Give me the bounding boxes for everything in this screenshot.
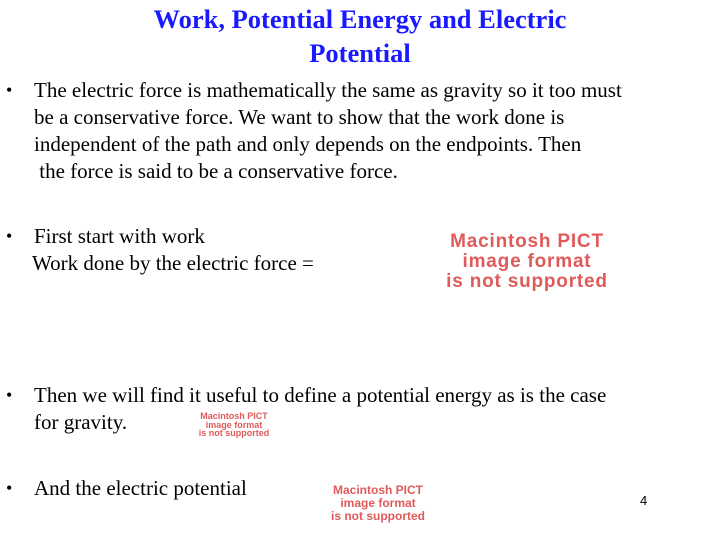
bullet-marker: • (6, 478, 13, 498)
bullet-line: be a conservative force. We want to show that the work done is (34, 105, 565, 129)
pict-text-line: is not supported (446, 271, 608, 292)
bullet-electric-potential (6, 475, 247, 502)
pict-placeholder-image (172, 412, 296, 438)
pict-placeholder-image (388, 232, 666, 292)
bullet-marker: • (6, 385, 13, 405)
pict-text-line: is not supported (331, 509, 425, 523)
slide-title-line-2: Potential (309, 38, 411, 68)
bullet-marker: • (6, 80, 13, 100)
pict-text-line: Macintosh PICT (332, 483, 423, 497)
slide-title-line-1: Work, Potential Energy and Electric (153, 4, 567, 34)
bullet-line: Work done by the electric force = (32, 251, 314, 275)
bullet-line: the force is said to be a conservative force. (34, 159, 398, 183)
page-number: 4 (640, 493, 648, 508)
slide-title (60, 2, 660, 70)
pict-placeholder-image (318, 484, 438, 523)
bullet-line: The electric force is mathematically the same as gravity so it too must (34, 78, 622, 102)
bullet-line: independent of the path and only depends on the endpoints. Then (34, 132, 582, 156)
bullet-line: for gravity. (34, 410, 128, 434)
bullet-line: And the electric potential (34, 476, 247, 500)
bullet-work (6, 223, 314, 277)
pict-text-line: Macintosh PICT (200, 411, 268, 421)
pict-text-line: is not supported (198, 428, 270, 438)
bullet-line: Then we will find it useful to define a potential energy as is the case (34, 383, 607, 407)
pict-text-line: image format (205, 419, 263, 430)
pict-text-line: image format (462, 251, 592, 272)
bullet-marker: • (6, 226, 13, 246)
bullet-conservative-force (6, 77, 622, 185)
bullet-line: First start with work (34, 224, 205, 248)
pict-text-line: Macintosh PICT (450, 231, 604, 252)
pict-text-line: image format (340, 496, 416, 510)
bullet-potential-energy (6, 382, 606, 436)
